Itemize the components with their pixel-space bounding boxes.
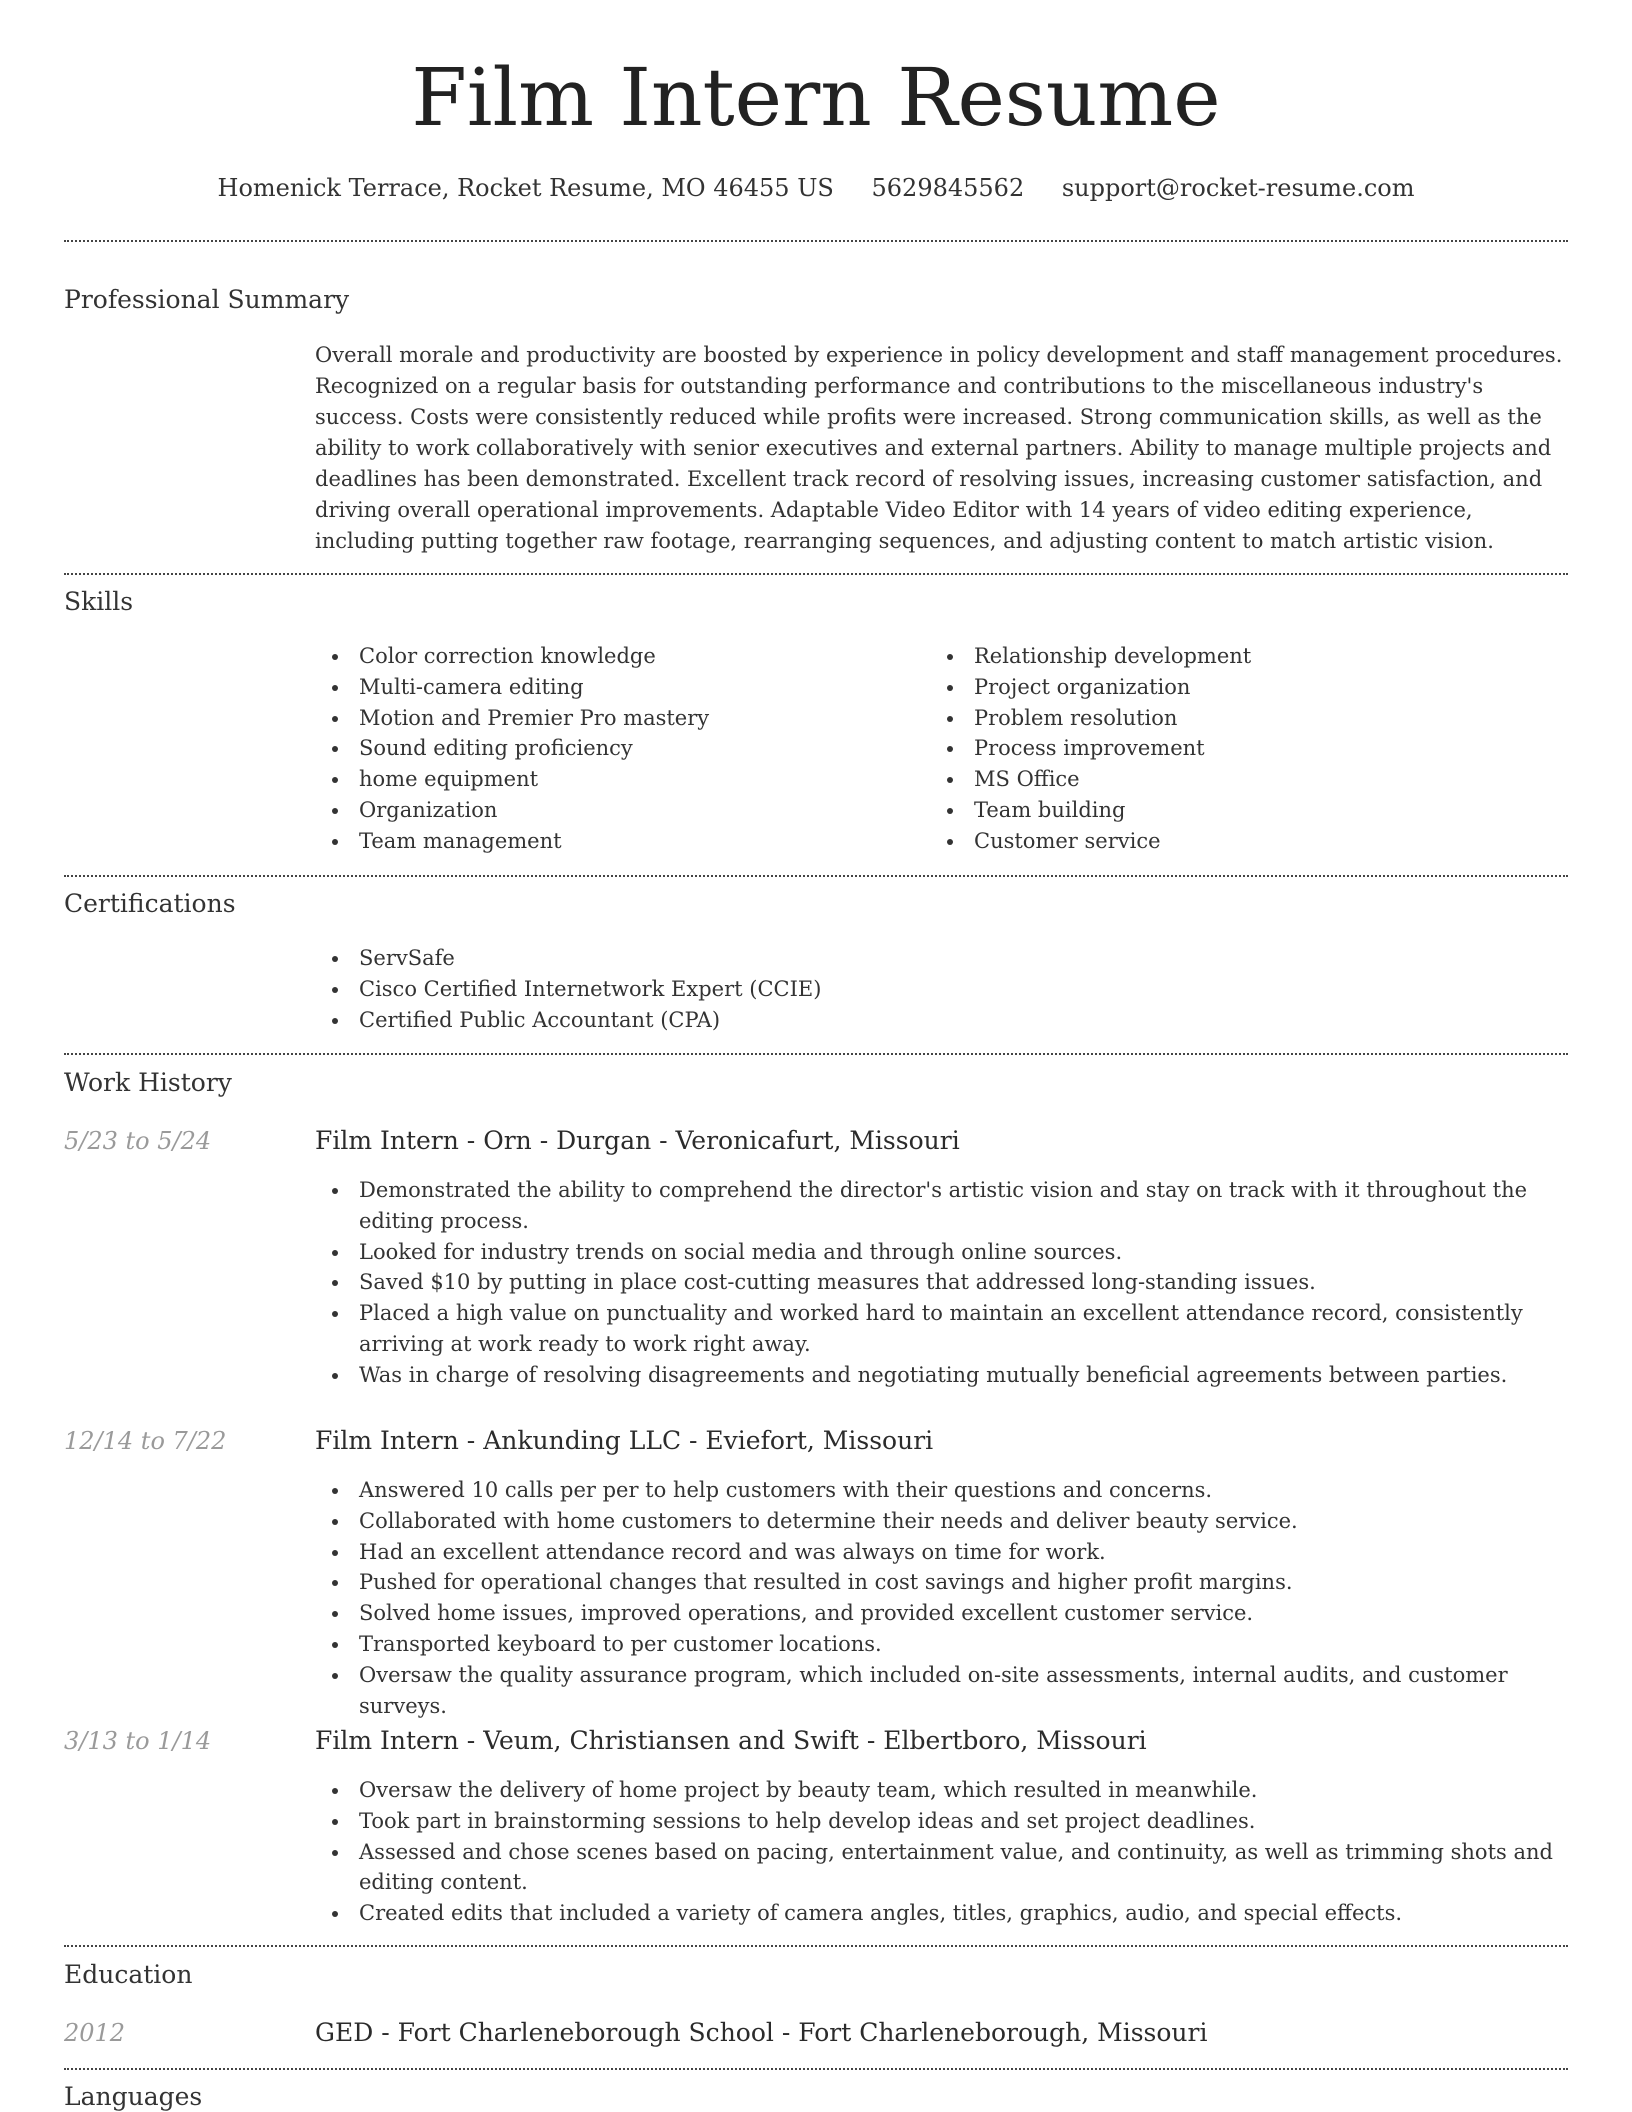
list-item: Oversaw the delivery of home project by beauty team, which resulted in meanwhile. <box>315 1775 1568 1806</box>
section-divider <box>64 1053 1568 1055</box>
job-bullets <box>315 1475 1568 1721</box>
certifications-heading: Certifications <box>64 889 236 918</box>
list-item: Was in charge of resolving disagreements and negotiating mutually beneficial agreements between parties. <box>315 1360 1568 1391</box>
list-item: Had an excellent attendance record and was always on time for work. <box>315 1537 1568 1568</box>
list-item: Answered 10 calls per per to help customers with their questions and concerns. <box>315 1475 1568 1506</box>
contact-line <box>0 170 1632 206</box>
certifications-list <box>315 943 1568 1035</box>
list-item: Color correction knowledge <box>315 641 915 672</box>
job-bullets <box>315 1775 1568 1929</box>
list-item: home equipment <box>315 764 915 795</box>
job-title: Film Intern - Ankunding LLC - Eviefort, Missouri <box>315 1426 934 1455</box>
list-item: Team building <box>930 795 1560 826</box>
list-item: Motion and Premier Pro mastery <box>315 703 915 734</box>
section-divider <box>64 1945 1568 1947</box>
list-item: Organization <box>315 795 915 826</box>
education-heading: Education <box>64 1960 193 1989</box>
education-date: 2012 <box>64 2019 126 2047</box>
list-item: Saved $10 by putting in place cost-cutting measures that addressed long-standing issues. <box>315 1267 1568 1298</box>
list-item: Project organization <box>930 672 1560 703</box>
section-divider <box>64 573 1568 575</box>
list-item: Customer service <box>930 826 1560 857</box>
languages-heading: Languages <box>64 2082 203 2111</box>
list-item: MS Office <box>930 764 1560 795</box>
list-item: ServSafe <box>315 943 1568 974</box>
section-divider <box>64 240 1568 242</box>
list-item: Cisco Certified Internetwork Expert (CCIE) <box>315 974 1568 1005</box>
list-item: Collaborated with home customers to determine their needs and deliver beauty service. <box>315 1506 1568 1537</box>
contact-email: support@rocket-resume.com <box>1061 174 1415 202</box>
page-title: Film Intern Resume <box>411 51 1221 144</box>
section-divider <box>64 2068 1568 2070</box>
list-item: Looked for industry trends on social media and through online sources. <box>315 1237 1568 1268</box>
list-item: Sound editing proficiency <box>315 733 915 764</box>
summary-heading: Professional Summary <box>64 285 350 314</box>
list-item: Multi-camera editing <box>315 672 915 703</box>
list-item: Assessed and chose scenes based on pacing, entertainment value, and continuity, as well as trimming shots and editing content. <box>315 1837 1568 1899</box>
job-date: 12/14 to 7/22 <box>64 1427 227 1455</box>
list-item: Relationship development <box>930 641 1560 672</box>
skills-list-right <box>930 641 1560 857</box>
list-item: Created edits that included a variety of camera angles, titles, graphics, audio, and special effects. <box>315 1898 1568 1929</box>
list-item: Process improvement <box>930 733 1560 764</box>
work-history-heading: Work History <box>64 1068 232 1097</box>
list-item: Demonstrated the ability to comprehend the director's artistic vision and stay on track with it throughout the editing process. <box>315 1175 1568 1237</box>
job-title: Film Intern - Orn - Durgan - Veronicafurt, Missouri <box>315 1126 960 1155</box>
section-divider <box>64 875 1568 877</box>
skills-list-left <box>315 641 915 857</box>
summary-text: Overall morale and productivity are boosted by experience in policy development and staff management procedures. Recognized on a regular basis for outstanding performance and contributions to the miscellaneous industry's success. Costs were consistently reduced while profits were increased. Strong communication skills, as well as the ability to work collaboratively with senior executives and external partners. Ability to manage multiple projects and deadlines has been demonstrated. Excellent track record of resolving issues, increasing customer satisfaction, and driving overall operational improvements. Adaptable Video Editor with 14 years of video editing experience, including putting together raw footage, rearranging sequences, and adjusting content to match artistic vision. <box>315 343 1563 553</box>
education-title: GED - Fort Charleneborough School - Fort Charleneborough, Missouri <box>315 2018 1208 2047</box>
list-item: Placed a high value on punctuality and worked hard to maintain an excellent attendance record, consistently arriving at work ready to work right away. <box>315 1298 1568 1360</box>
list-item: Pushed for operational changes that resulted in cost savings and higher profit margins. <box>315 1567 1568 1598</box>
skills-heading: Skills <box>64 587 134 616</box>
list-item: Took part in brainstorming sessions to help develop ideas and set project deadlines. <box>315 1806 1568 1837</box>
list-item: Transported keyboard to per customer locations. <box>315 1629 1568 1660</box>
contact-address: Homenick Terrace, Rocket Resume, MO 46455 US <box>217 174 834 202</box>
job-date: 5/23 to 5/24 <box>64 1127 212 1155</box>
job-bullets <box>315 1175 1568 1391</box>
list-item: Team management <box>315 826 915 857</box>
job-date: 3/13 to 1/14 <box>64 1727 212 1755</box>
list-item: Oversaw the quality assurance program, which included on-site assessments, internal audits, and customer surveys. <box>315 1660 1568 1722</box>
contact-phone: 5629845562 <box>871 174 1025 202</box>
list-item: Certified Public Accountant (CPA) <box>315 1005 1568 1036</box>
list-item: Problem resolution <box>930 703 1560 734</box>
job-title: Film Intern - Veum, Christiansen and Swift - Elbertboro, Missouri <box>315 1726 1147 1755</box>
list-item: Solved home issues, improved operations, and provided excellent customer service. <box>315 1598 1568 1629</box>
